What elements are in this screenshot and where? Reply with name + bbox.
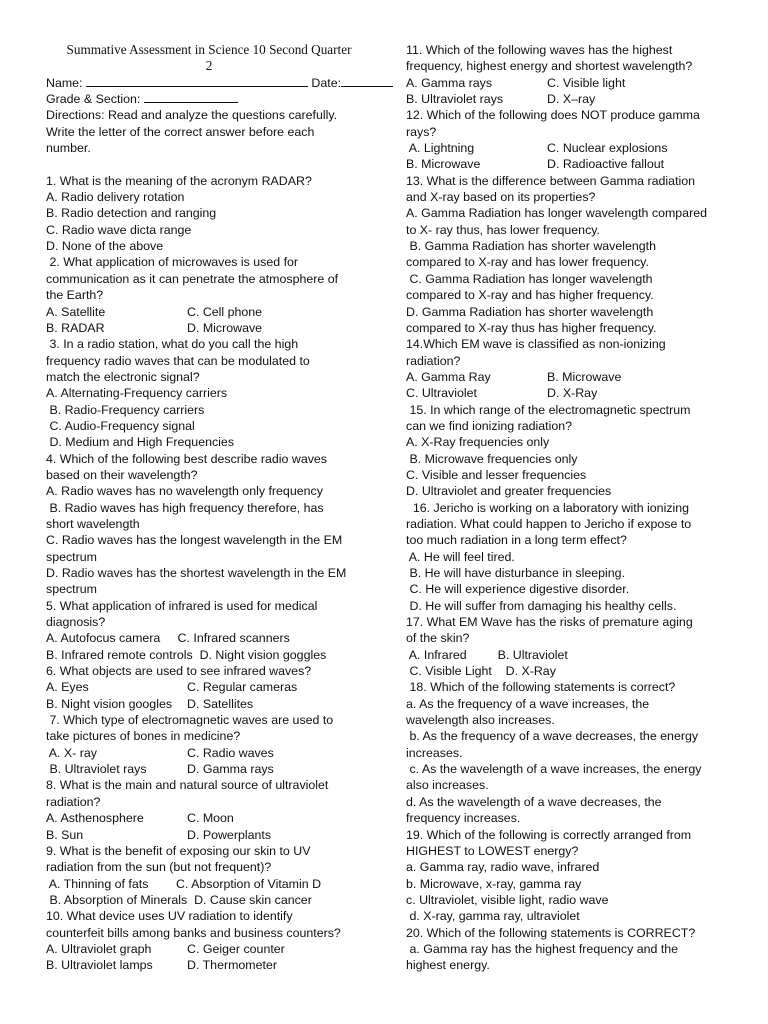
question-text: frequency radio waves that can be modulated to <box>46 353 310 368</box>
question-text: radiation? <box>406 353 461 368</box>
answer-option: b. As the frequency of a wave decreases, the energy <box>406 729 699 744</box>
answer-option: D. He will suffer from damaging his healthy cells. <box>406 598 677 613</box>
answer-option: frequency increases. <box>406 811 521 826</box>
answer-option: compared to X-ray and has higher frequency. <box>406 288 654 303</box>
question-text: HIGHEST to LOWEST energy? <box>406 843 579 858</box>
answer-option-row <box>406 91 736 107</box>
answer-option: D. Radioactive fallout <box>547 157 665 172</box>
directions-line: number. <box>46 141 91 156</box>
question-item <box>46 173 368 255</box>
answer-option: c. As the wavelength of a wave increases, the energy <box>406 762 702 777</box>
answer-option: wavelength also increases. <box>406 713 555 728</box>
question-text: frequency, highest energy and shortest wavelength? <box>406 59 693 74</box>
answer-option: C. He will experience digestive disorder. <box>406 582 630 597</box>
answer-option: D. Medium and High Frequencies <box>46 435 235 450</box>
answer-option: D. Gamma rays <box>187 762 274 777</box>
answer-option: c. Ultraviolet, visible light, radio wave <box>406 892 609 907</box>
answer-option: D. None of the above <box>46 239 164 254</box>
question-text: communication as it can penetrate the atmosphere of <box>46 271 339 286</box>
answer-option: C. Geiger counter <box>187 941 285 956</box>
question-item <box>406 42 736 107</box>
answer-option: A. Alternating-Frequency carriers <box>46 386 228 401</box>
answer-option: B. Absorption of Minerals D. Cause skin cancer <box>46 892 312 907</box>
question-item <box>406 173 736 336</box>
date-label: Date: <box>311 75 342 90</box>
answer-option: b. Microwave, x-ray, gamma ray <box>406 876 582 891</box>
answer-option-row <box>46 810 368 826</box>
grade-row <box>46 91 368 107</box>
answer-option: short wavelength <box>46 516 140 531</box>
questions-left <box>46 173 368 974</box>
answer-option: a. As the frequency of a wave increases, the <box>406 696 650 711</box>
answer-option: compared to X-ray and has lower frequency. <box>406 255 649 270</box>
answer-option: B. Sun <box>46 827 84 842</box>
question-text: counterfeit bills among banks and business counters? <box>46 925 341 940</box>
answer-option: to X- ray thus, has lower frequency. <box>406 222 600 237</box>
grade-field[interactable] <box>144 91 238 103</box>
question-item <box>406 925 736 974</box>
name-date-row <box>46 75 368 91</box>
question-text: 10. What device uses UV radiation to identify <box>46 909 293 924</box>
directions-line: Write the letter of the correct answer before each <box>46 124 315 139</box>
answer-option-row <box>46 941 368 957</box>
answer-option: spectrum <box>46 549 97 564</box>
answer-option: C. Gamma Radiation has longer wavelength <box>406 271 653 286</box>
answer-option-row <box>406 369 736 385</box>
answer-option: B. Night vision googles <box>46 696 173 711</box>
answer-option: highest energy. <box>406 958 490 973</box>
answer-option: C. Moon <box>187 811 234 826</box>
question-text: 15. In which range of the electromagnetic spectrum <box>406 402 691 417</box>
answer-option: A. Infrared B. Ultraviolet <box>406 647 568 662</box>
directions <box>46 107 368 156</box>
left-column <box>46 42 368 974</box>
question-text: diagnosis? <box>46 615 106 630</box>
answer-option: A. Thinning of fats C. Absorption of Vitamin D <box>46 876 322 891</box>
answer-option: C. Regular cameras <box>187 680 298 695</box>
answer-option: A. Eyes <box>46 680 89 695</box>
question-item <box>406 679 736 826</box>
answer-option: D. Powerplants <box>187 827 272 842</box>
answer-option-row <box>46 827 368 843</box>
answer-option: C. Ultraviolet <box>406 386 477 401</box>
question-item <box>46 451 368 598</box>
answer-option: A. Gamma Ray <box>406 369 491 384</box>
answer-option: D. Gamma Radiation has shorter wavelength <box>406 304 654 319</box>
question-text: 4. Which of the following best describe radio waves <box>46 451 327 466</box>
question-text: 16. Jericho is working on a laboratory with ionizing <box>406 500 690 515</box>
answer-option: C. Audio-Frequency signal <box>46 418 195 433</box>
question-item <box>46 843 368 908</box>
question-item <box>406 107 736 172</box>
question-item <box>46 777 368 842</box>
question-text: the Earth? <box>46 288 104 303</box>
answer-option-row <box>46 320 368 336</box>
question-text: 6. What objects are used to see infrared waves? <box>46 664 312 679</box>
question-text: based on their wavelength? <box>46 467 198 482</box>
question-text: take pictures of bones in medicine? <box>46 729 241 744</box>
answer-option: B. Infrared remote controls D. Night vision goggles <box>46 647 327 662</box>
date-field[interactable] <box>341 75 393 87</box>
title-line-2: 2 <box>205 58 213 74</box>
answer-option: A. Gamma rays <box>406 75 493 90</box>
questions-right <box>406 42 736 974</box>
question-text: rays? <box>406 124 437 139</box>
question-text: radiation from the sun (but not frequent)? <box>46 860 272 875</box>
answer-option: C. Cell phone <box>187 304 263 319</box>
answer-option: A. Gamma Radiation has longer wavelength compared <box>406 206 707 221</box>
answer-option: B. Ultraviolet lamps <box>46 958 153 973</box>
question-item <box>406 500 736 614</box>
title-line-1: Summative Assessment in Science 10 Second Quarter <box>66 42 352 57</box>
answer-option: C. Radio wave dicta range <box>46 222 192 237</box>
question-text: 9. What is the benefit of exposing our skin to UV <box>46 843 311 858</box>
question-text: 7. Which type of electromagnetic waves are used to <box>46 713 334 728</box>
answer-option-row <box>406 140 736 156</box>
answer-option: D. X-Ray <box>547 386 598 401</box>
answer-option: also increases. <box>406 778 489 793</box>
answer-option: B. Ultraviolet rays <box>46 762 147 777</box>
question-text: 18. Which of the following statements is correct? <box>406 680 676 695</box>
answer-option-row <box>46 696 368 712</box>
answer-option-row <box>46 745 368 761</box>
question-text: 12. Which of the following does NOT produce gamma <box>406 108 700 123</box>
answer-option: C. Visible Light D. X-Ray <box>406 664 556 679</box>
answer-option: B. Microwave <box>406 157 481 172</box>
question-text: 14.Which EM wave is classified as non-ionizing <box>406 337 666 352</box>
answer-option: B. Ultraviolet rays <box>406 92 504 107</box>
question-text: can we find ionizing radiation? <box>406 418 573 433</box>
answer-option: B. Microwave frequencies only <box>406 451 578 466</box>
answer-option: A. Radio delivery rotation <box>46 190 185 205</box>
question-item <box>46 908 368 973</box>
answer-option: a. Gamma ray has the highest frequency and the <box>406 941 679 956</box>
question-text: match the electronic signal? <box>46 369 200 384</box>
answer-option: B. Radio detection and ranging <box>46 206 217 221</box>
directions-line: Directions: Read and analyze the questions carefully. <box>46 108 338 123</box>
question-text: 17. What EM Wave has the risks of premature aging <box>406 615 693 630</box>
answer-option: D. X–ray <box>547 92 596 107</box>
question-text: 5. What application of infrared is used for medical <box>46 598 318 613</box>
answer-option: B. Gamma Radiation has shorter wavelength <box>406 239 657 254</box>
answer-option-row <box>46 679 368 695</box>
question-item <box>406 402 736 500</box>
question-text: radiation? <box>46 794 101 809</box>
answer-option: D. Ultraviolet and greater frequencies <box>406 484 612 499</box>
right-column <box>406 42 736 974</box>
question-text: 20. Which of the following statements is CORRECT? <box>406 925 696 940</box>
answer-option: D. Radio waves has the shortest wavelength in the EM <box>46 566 347 580</box>
question-text: of the skin? <box>406 631 470 646</box>
answer-option: compared to X-ray thus has higher frequency. <box>406 320 657 335</box>
question-item <box>406 336 736 401</box>
document-title <box>46 42 368 75</box>
answer-option: A. He will feel tired. <box>406 549 515 564</box>
answer-option: A. Autofocus camera C. Infrared scanners <box>46 631 290 646</box>
answer-option: D. Satellites <box>187 696 254 711</box>
answer-option: C. Radio waves has the longest wavelength in the EM <box>46 533 343 548</box>
question-text: 1. What is the meaning of the acronym RADAR? <box>46 173 312 188</box>
answer-option: A. X- ray <box>46 745 97 760</box>
answer-option: B. Radio-Frequency carriers <box>46 402 205 417</box>
answer-option: C. Nuclear explosions <box>547 141 668 156</box>
answer-option: D. Thermometer <box>187 958 277 973</box>
question-text: too much radiation in a long term effect? <box>406 533 627 548</box>
answer-option-row <box>406 75 736 91</box>
answer-option: spectrum <box>46 582 97 597</box>
question-text: radiation. What could happen to Jericho if expose to <box>406 516 692 531</box>
answer-option: C. Radio waves <box>187 745 274 760</box>
answer-option: d. As the wavelength of a wave decreases, the <box>406 794 662 809</box>
question-text: 3. In a radio station, what do you call the high <box>46 337 299 352</box>
answer-option: C. Visible and lesser frequencies <box>406 467 587 482</box>
answer-option: A. X-Ray frequencies only <box>406 435 550 450</box>
question-text: 13. What is the difference between Gamma radiation <box>406 173 696 188</box>
answer-option: D. Microwave <box>187 320 263 335</box>
answer-option: A. Radio waves has no wavelength only frequency <box>46 484 323 499</box>
question-text: 19. Which of the following is correctly arranged from <box>406 827 692 842</box>
question-item <box>46 663 368 712</box>
name-label: Name: <box>46 75 83 90</box>
question-text: and X-ray based on its properties? <box>406 190 596 205</box>
answer-option: a. Gamma ray, radio wave, infrared <box>406 860 600 875</box>
answer-option: increases. <box>406 745 463 760</box>
answer-option: B. He will have disturbance in sleeping. <box>406 566 626 580</box>
answer-option: A. Asthenosphere <box>46 811 144 826</box>
answer-option-row <box>46 304 368 320</box>
answer-option: B. RADAR <box>46 320 105 335</box>
question-text: 11. Which of the following waves has the highest <box>406 43 673 57</box>
answer-option-row <box>46 957 368 973</box>
question-item <box>46 598 368 663</box>
answer-option: C. Visible light <box>547 75 626 90</box>
answer-option-row <box>46 761 368 777</box>
question-item <box>46 254 368 336</box>
question-item <box>46 336 368 450</box>
question-text: 2. What application of microwaves is used for <box>46 255 299 270</box>
answer-option: A. Lightning <box>406 141 475 156</box>
answer-option-row <box>406 156 736 172</box>
answer-option: d. X-ray, gamma ray, ultraviolet <box>406 909 580 924</box>
answer-option: A. Ultraviolet graph <box>46 941 152 956</box>
answer-option: A. Satellite <box>46 304 106 319</box>
name-field[interactable] <box>86 75 308 87</box>
answer-option-row <box>406 385 736 401</box>
question-text: 8. What is the main and natural source of ultraviolet <box>46 778 329 793</box>
question-item <box>46 712 368 777</box>
question-item <box>406 827 736 925</box>
answer-option: B. Radio waves has high frequency therefore, has <box>46 500 324 515</box>
answer-option: B. Microwave <box>547 369 622 384</box>
question-item <box>406 614 736 679</box>
grade-label: Grade & Section: <box>46 92 141 107</box>
